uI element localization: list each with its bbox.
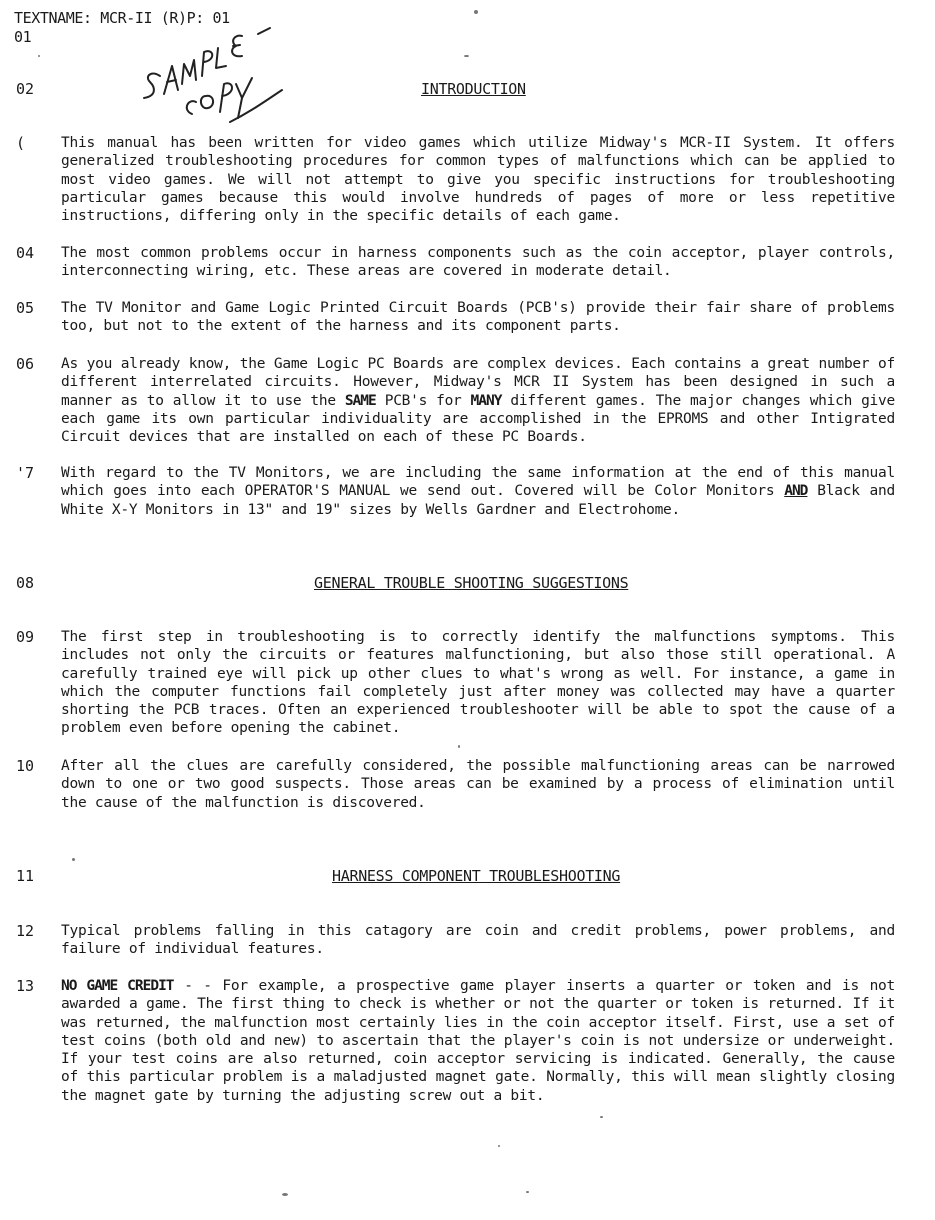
paragraph: Typical problems falling in this catagory are coin and credit problems, power problems, and failure of individual features. bbox=[61, 923, 895, 958]
line-number: 02 bbox=[16, 80, 35, 98]
paragraph: This manual has been written for video games which utilize Midway's MCR-II System. It offers generalized troubleshooting procedures for common types of malfunctions which can be applied to most video games. We will not attempt to give you specific instructions for troubleshooting particular games because this would involve hundreds of pages of more or less repetitive instructions, differing only in the specific details of each game. bbox=[61, 135, 895, 225]
section-heading-general-troubleshooting: GENERAL TROUBLE SHOOTING SUGGESTIONS bbox=[314, 574, 629, 592]
line-number: ( bbox=[16, 134, 26, 152]
line-number: 04 bbox=[16, 244, 35, 262]
line-number: 06 bbox=[16, 355, 35, 373]
line-number: 01 bbox=[14, 28, 32, 46]
sample-copy-stamp bbox=[130, 18, 290, 138]
paragraph-text: With regard to the TV Monitors, we are including the same information at the end of this manual which goes into each OPERATOR'S MANUAL we send out. Covered will be Color Monitors bbox=[61, 465, 895, 500]
scan-speck bbox=[458, 745, 460, 748]
paragraph: The most common problems occur in harness components such as the coin acceptor, player controls, interconnecting wiring, etc. These areas are covered in moderate detail. bbox=[61, 245, 895, 280]
paragraph: The TV Monitor and Game Logic Printed Circuit Boards (PCB's) provide their fair share of problems too, but not to the extent of the harness and its component parts. bbox=[61, 300, 895, 335]
emphasis-and: AND bbox=[784, 483, 808, 500]
textname-label: TEXTNAME: MCR-II (R)P: 01 bbox=[14, 9, 230, 27]
scan-speck bbox=[526, 1191, 529, 1193]
line-number: 11 bbox=[16, 867, 35, 885]
scan-speck bbox=[464, 55, 469, 57]
scan-speck bbox=[498, 1145, 500, 1147]
line-number: '7 bbox=[16, 464, 35, 482]
scan-speck bbox=[474, 10, 478, 14]
emphasis-many: MANY bbox=[470, 392, 502, 409]
paragraph bbox=[61, 977, 895, 1105]
emphasis-no-game-credit: NO GAME CREDIT bbox=[61, 978, 174, 994]
paragraph bbox=[61, 355, 895, 446]
section-heading-introduction: INTRODUCTION bbox=[421, 80, 526, 98]
emphasis-same: SAME bbox=[344, 392, 376, 409]
paragraph-text: - - For example, a prospective game player inserts a quarter or token and is not awarded a game. The first thing to check is whether or not the quarter or token is returned. If it was returned, the malfunction most certainly lies in the coin acceptor itself. First, use a set of test coins (both old and new) to ascertain that the player's coin is not undersize or underweight. If your test coins are also returned, coin acceptor servicing is indicated. Generally, the cause of this particular problem is a maladjusted magnet gate. Normally, this will mean slightly closing the magnet gate by turning the adjusting screw out a bit. bbox=[61, 978, 896, 1104]
line-number: 12 bbox=[16, 922, 35, 940]
scan-speck bbox=[72, 858, 75, 861]
line-number: 05 bbox=[16, 299, 35, 317]
scan-speck bbox=[282, 1193, 288, 1196]
paragraph-text: Black and White X-Y Monitors in 13" and 19" sizes by Wells Gardner and Electrohome. bbox=[61, 483, 895, 518]
paragraph-text: PCB's for bbox=[375, 392, 471, 409]
line-number: 09 bbox=[16, 628, 35, 646]
line-number: 13 bbox=[16, 977, 35, 995]
paragraph: The first step in troubleshooting is to correctly identify the malfunctions symptoms. This includes not only the circuits or features malfunctioning, but also those still operational. A carefully trained eye will pick up other clues to what's wrong as well. For instance, a game in which the computer functions fail completely just after money was collected may have a quarter shorting the PCB traces. Often an experienced troubleshooter will be able to spot the cause of a problem even before opening the cabinet. bbox=[61, 629, 895, 737]
paragraph bbox=[61, 464, 895, 519]
paragraph-text: As you already know, the Game Logic PC Boards are complex devices. Each contains a great number of different interrelated circuits. However, Midway's MCR II System has been designed in such a manner as to allow it to use the bbox=[61, 356, 895, 409]
line-number: 08 bbox=[16, 574, 35, 592]
paragraph: After all the clues are carefully considered, the possible malfunctioning areas can be narrowed down to one or two good suspects. Those areas can be examined by a process of elimination until the cause of the malfunction is discovered. bbox=[61, 758, 895, 811]
scan-speck bbox=[600, 1116, 603, 1118]
paragraph-text: different games. The major changes which give each game its own particular individuality are accomplished in the EPROMS and other Intigrated Circuit devices that are installed on each of these PC Boards. bbox=[61, 392, 895, 446]
scan-speck bbox=[38, 55, 40, 57]
line-number: 10 bbox=[16, 757, 35, 775]
section-heading-harness-component: HARNESS COMPONENT TROUBLESHOOTING bbox=[332, 867, 621, 885]
